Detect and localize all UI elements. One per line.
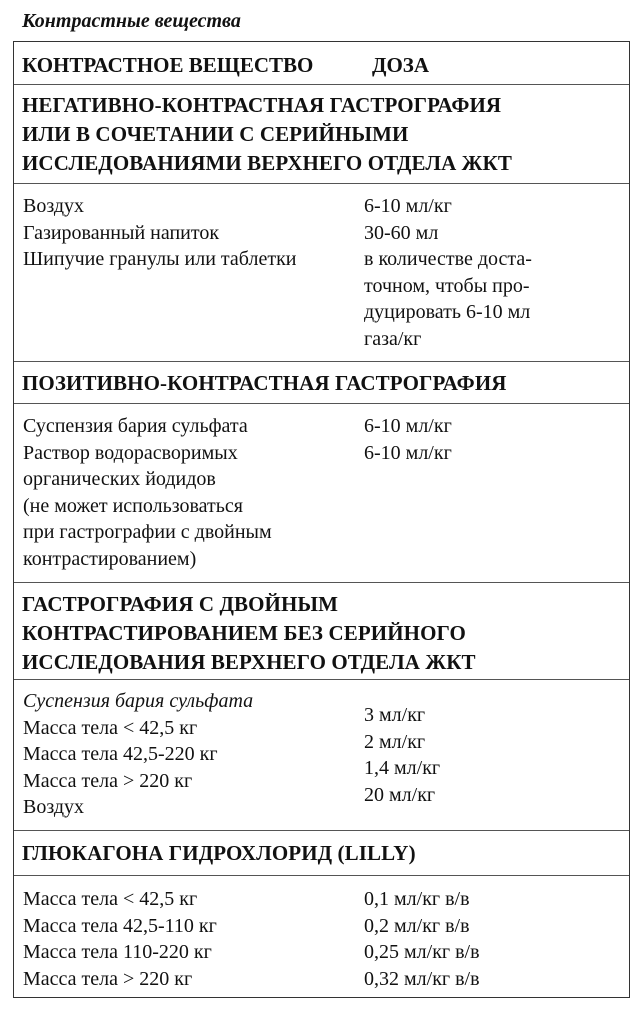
agent-cell: Суспензия бария сульфата — [23, 415, 248, 437]
dose-cell: 0,25 мл/кг в/в — [364, 941, 480, 963]
agent-line: контрастированием) — [23, 547, 197, 570]
section-heading-line: ПОЗИТИВНО-КОНТРАСТНАЯ ГАСТРОГРАФИЯ — [22, 371, 507, 395]
agent-cell: Масса тела < 42,5 кг — [23, 888, 198, 910]
table-row — [14, 939, 629, 966]
column-header-dose: ДОЗА — [372, 53, 430, 77]
section-heading-line: ИССЛЕДОВАНИЯ ВЕРХНЕГО ОТДЕЛА ЖКТ — [22, 650, 476, 674]
section-heading-double-contrast — [14, 583, 629, 680]
section-body-positive-contrast — [14, 404, 629, 583]
dose-cell: 2 мл/кг — [364, 730, 426, 753]
table-row — [14, 886, 629, 913]
agent-cell: Масса тела 42,5-220 кг — [23, 743, 218, 765]
subheading-barium-sulfate: Суспензия бария сульфата — [23, 690, 254, 712]
agent-cell: Масса тела > 220 кг — [23, 769, 193, 792]
table-row — [14, 966, 629, 993]
section-heading-line: КОНТРАСТИРОВАНИЕМ БЕЗ СЕРИЙНОГО — [22, 621, 466, 645]
document-title: Контрастные вещества — [22, 10, 241, 32]
agent-cell: Масса тела 110-220 кг — [23, 941, 212, 963]
dose-cell: 0,1 мл/кг в/в — [364, 888, 470, 910]
dose-cell: 6-10 мл/кг — [364, 415, 452, 437]
table-row — [14, 246, 629, 352]
contrast-agents-table — [13, 41, 630, 998]
dose-cell — [364, 246, 629, 352]
table-header-row — [14, 42, 629, 85]
dose-cell: 0,32 мл/кг в/в — [364, 967, 480, 990]
section-body-negative-contrast — [14, 184, 629, 362]
column-header-agent: КОНТРАСТНОЕ ВЕЩЕСТВО — [22, 53, 314, 77]
dose-cell: 1,4 мл/кг — [364, 757, 441, 779]
agent-cell: Масса тела > 220 кг — [23, 967, 193, 990]
dose-cell: 6-10 мл/кг — [364, 441, 452, 464]
dose-cell: 3 мл/кг — [364, 704, 426, 726]
table-row — [14, 193, 629, 220]
section-body-glucagon — [14, 876, 629, 997]
agent-cell — [14, 440, 364, 573]
agent-line: при гастрографии с двойным — [23, 521, 272, 543]
dose-line: дуцировать 6-10 мл — [364, 301, 531, 323]
agent-line: (не может использоваться — [23, 494, 243, 517]
agent-line: Раствор водорасворимых — [23, 441, 238, 464]
agent-column — [14, 688, 364, 821]
section-heading-line: ГЛЮКАГОНА ГИДРОХЛОРИД (LILLY) — [22, 841, 416, 865]
section-heading-line: ГАСТРОГРАФИЯ С ДВОЙНЫМ — [22, 592, 339, 616]
table-row — [14, 220, 629, 247]
dose-cell: 20 мл/кг — [364, 783, 436, 806]
dose-column — [364, 688, 629, 821]
dose-cell: 30-60 мл — [364, 221, 439, 244]
agent-cell: Воздух — [23, 796, 85, 818]
section-heading-positive-contrast — [14, 362, 629, 404]
agent-cell: Масса тела < 42,5 кг — [23, 716, 198, 739]
section-body-double-contrast — [14, 680, 629, 831]
section-heading-line: ИЛИ В СОЧЕТАНИИ С СЕРИЙНЫМИ — [22, 122, 409, 146]
section-heading-negative-contrast — [14, 85, 629, 184]
agent-line: органических йодидов — [23, 468, 216, 490]
table-row — [14, 440, 629, 573]
dose-line: газа/кг — [364, 327, 422, 350]
section-heading-line: ИССЛЕДОВАНИЯМИ ВЕРХНЕГО ОТДЕЛА ЖКТ — [22, 151, 512, 175]
table-row — [14, 413, 629, 440]
dose-cell: 6-10 мл/кг — [364, 195, 452, 217]
table-row — [14, 688, 629, 821]
agent-cell: Шипучие гранулы или таблетки — [23, 248, 297, 270]
section-heading-glucagon — [14, 831, 629, 876]
dose-cell: 0,2 мл/кг в/в — [364, 914, 470, 937]
dose-line: в количестве доста- — [364, 248, 532, 270]
dose-line: точном, чтобы про- — [364, 274, 530, 297]
table-row — [14, 913, 629, 940]
section-heading-line: НЕГАТИВНО-КОНТРАСТНАЯ ГАСТРОГРАФИЯ — [22, 93, 502, 117]
agent-cell: Воздух — [23, 195, 85, 217]
agent-cell: Масса тела 42,5-110 кг — [23, 914, 217, 937]
agent-cell: Газированный напиток — [23, 221, 220, 244]
